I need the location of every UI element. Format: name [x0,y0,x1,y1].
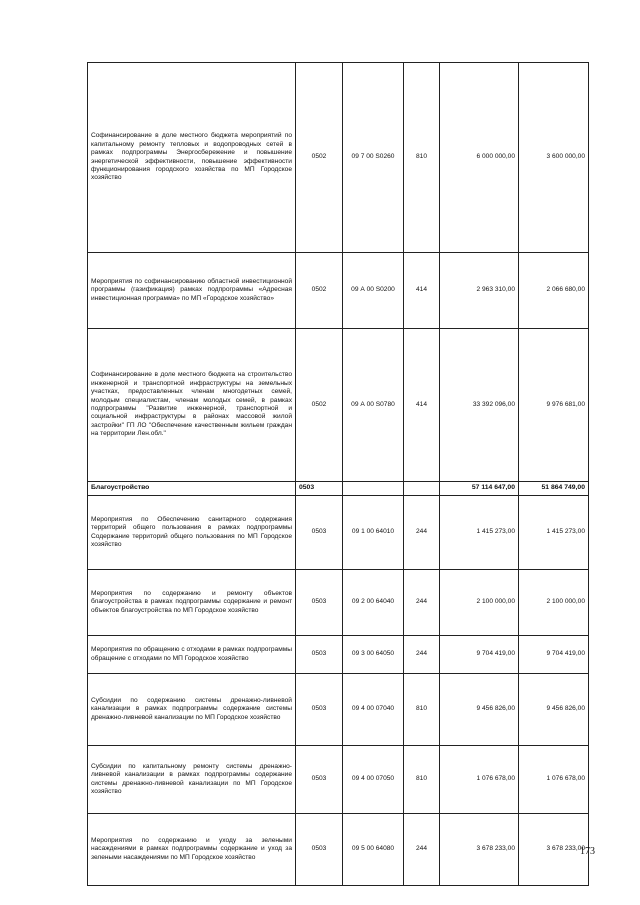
row-section-code: 0503 [296,570,343,636]
row-target-article: 09 А 00 S0200 [343,253,404,329]
row-target-article: 09 4 00 07050 [343,746,404,814]
row-target-article: 09 2 00 64040 [343,570,404,636]
row-target-article [343,482,404,496]
row-description: Субсидии по содержанию системы дренажно-ливневой канализации в рамках подпрограммы содержание системы дренажно-ливневой канализации по МП Городское хозяйство [88,674,296,746]
table-row [88,746,589,814]
row-amount-2: 9 704 419,00 [519,636,589,674]
row-section-code: 0503 [296,674,343,746]
budget-table [87,62,589,886]
row-description: Мероприятия по софинансированию областной инвестиционной программы (газификация) рамках подпрограммы «Адресная инвестиционная программа» по МП «Городское хозяйство» [88,253,296,329]
row-amount-1: 1 415 273,00 [440,496,519,570]
row-expense-type: 244 [404,636,440,674]
row-target-article: 09 4 00 07040 [343,674,404,746]
row-expense-type: 810 [404,746,440,814]
row-section-code: 0503 [296,746,343,814]
row-amount-2: 2 100 000,00 [519,570,589,636]
page-number: 173 [580,846,595,857]
row-description: Софинансирование в доле местного бюджета на строительство инженерной и транспортной инфраструктуры на земельных участках, предоставленных членам многодетных семей, молодым специалистам, членам молодых семей, в рамках подпрограммы "Развитие инженерной, транспортной и социальной инфраструктуры в районах массовой жилой застройки" ГП ЛО "Обеспечение качественным жильем граждан на территории Лен.обл." [88,329,296,482]
row-target-article: 09 7 00 S0260 [343,63,404,253]
row-amount-2: 9 456 826,00 [519,674,589,746]
row-section-code: 0502 [296,63,343,253]
row-amount-1: 3 678 233,00 [440,814,519,886]
row-target-article: 09 3 00 64050 [343,636,404,674]
row-amount-2: 1 076 678,00 [519,746,589,814]
row-section-code: 0502 [296,253,343,329]
table-row [88,253,589,329]
row-expense-type: 810 [404,674,440,746]
row-target-article: 09 А 00 S0780 [343,329,404,482]
row-expense-type [404,482,440,496]
row-expense-type: 414 [404,329,440,482]
row-description: Софинансирование в доле местного бюджета мероприятий по капитальному ремонту тепловых и водопроводных сетей в рамках подпрограммы Энергосбережение и повышение энергетической эффективности, повышение эффективности функционирования городского хозяйства по МП Городское хозяйство [88,63,296,253]
table-row [88,63,589,253]
row-description: Мероприятия по содержанию и ремонту объектов благоустройства в рамках подпрограммы содержание и ремонт объектов благоустройства по МП Городское хозяйство [88,570,296,636]
row-amount-2: 9 976 681,00 [519,329,589,482]
row-target-article: 09 1 00 64010 [343,496,404,570]
table-row [88,674,589,746]
row-amount-1: 1 076 678,00 [440,746,519,814]
row-description: Благоустройство [88,482,296,496]
row-target-article: 09 5 00 64080 [343,814,404,886]
table-row [88,814,589,886]
row-expense-type: 244 [404,496,440,570]
row-amount-1: 9 456 826,00 [440,674,519,746]
row-amount-1: 9 704 419,00 [440,636,519,674]
row-amount-2: 3 600 000,00 [519,63,589,253]
row-amount-2: 2 066 680,00 [519,253,589,329]
row-description: Мероприятия по содержанию и уходу за зелеными насаждениями в рамках подпрограммы содержание и уход за зелеными насаждениями по МП Городское хозяйство [88,814,296,886]
row-section-code: 0503 [296,482,343,496]
table-row [88,570,589,636]
row-amount-2: 1 415 273,00 [519,496,589,570]
row-section-code: 0503 [296,636,343,674]
budget-table-body [88,63,589,886]
row-section-code: 0503 [296,814,343,886]
row-section-code: 0503 [296,496,343,570]
row-expense-type: 244 [404,570,440,636]
row-expense-type: 244 [404,814,440,886]
table-row [88,636,589,674]
row-description: Мероприятия по Обеспечению санитарного содержания территорий общего пользования в рамках подпрограммы Содержание территорий общего пользования по МП Городское хозяйство [88,496,296,570]
row-amount-1: 33 392 096,00 [440,329,519,482]
table-row-section-total [88,482,589,496]
row-amount-2: 51 864 749,00 [519,482,589,496]
row-expense-type: 414 [404,253,440,329]
row-amount-1: 2 100 000,00 [440,570,519,636]
row-description: Мероприятия по обращению с отходами в рамках подпрограммы обращение с отходами по МП Городское хозяйство [88,636,296,674]
row-section-code: 0502 [296,329,343,482]
row-expense-type: 810 [404,63,440,253]
row-amount-1: 2 963 310,00 [440,253,519,329]
table-row [88,329,589,482]
row-description: Субсидии по капитальному ремонту системы дренажно-ливневой канализации в рамках подпрограммы содержание системы дренажно-ливневой канализации по МП Городское хозяйство [88,746,296,814]
row-amount-1: 57 114 647,00 [440,482,519,496]
row-amount-2: 3 678 233,00 [519,814,589,886]
row-amount-1: 6 000 000,00 [440,63,519,253]
table-row [88,496,589,570]
